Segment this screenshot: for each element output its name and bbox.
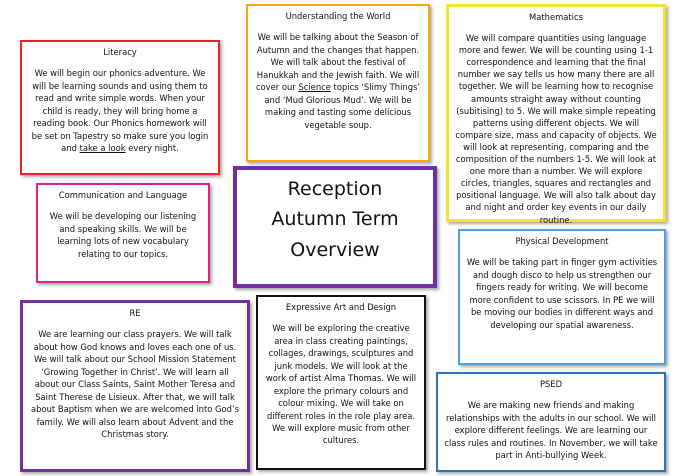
re-heading: RE [129, 308, 141, 318]
understanding-world-body: We will be talking about the Season of Autumn and the changes that happen. We will talk about the festival of Hanukkah and the Jewish faith. We will cover our Science topics ‘Slimy Things’ and ‘Mud Glorious Mud’. We will be making and tasting some delicious vegetable soup. [255, 32, 421, 130]
physical-development-heading: Physical Development [515, 236, 609, 246]
title-line-reception: Reception [287, 178, 383, 200]
literacy-box [20, 40, 220, 175]
expressive-art-box [256, 295, 426, 470]
mathematics-body: We will compare quantities using language more and fewer. We will be counting using 1-1 correspondence and learning that the final number we say tells us how many there are all together. We will be learning how to recognise amounts straight away without counting (subitising) to 5. We will make simple repeating patterns using different objects. We will compare size, mass and capacity of objects. We will look at representing, comparing and the composition of the numbers 1-5. We will look at one more than a number. We will explore circles, triangles, squares and rectangles and positional language. We will also talk about day and night and order key events in our daily routine. [455, 33, 657, 225]
literacy-heading: Literacy [103, 47, 137, 57]
physical-development-box [458, 229, 666, 365]
psed-body: We are making new friends and making relationships with the adults in our school. We will explore different feelings. We are learning our class rules and routines. In November, we will take part in Anti-bullying Week. [444, 400, 658, 461]
expressive-art-heading: Expressive Art and Design [285, 302, 397, 312]
psed-box [436, 372, 666, 472]
communication-language-heading: Communication and Language [58, 190, 188, 200]
re-body: We are learning our class prayers. We will talk about how God knows and loves each one of us. We will talk about our School Mission Statement ‘Growing Together in Christ’. We will learn all about our Class Saints, Saint Mother Teresa and Saint Therese de Lisieux. After that, we will talk about Baptism when we are welcomed into God’s family. We will also learn about Advent and the Christmas story. [31, 329, 239, 439]
physical-development-body: We will be taking part in finger gym activities and dough disco to help us strengthen our fingers ready for writing. We will become more confident to use scissors. In PE we will be moving our bodies in different ways and developing our spatial awareness. [466, 257, 658, 330]
title-box [233, 166, 437, 288]
title-line-overview: Overview [290, 238, 380, 261]
communication-language-body: We will be developing our listening and speaking skills. We will be learning lots of new vocabulary relating to our topics. [49, 211, 197, 259]
communication-language-box [36, 183, 210, 283]
psed-heading: PSED [539, 379, 563, 389]
understanding-world-box [246, 4, 430, 162]
literacy-body: We will begin our phonics adventure. We will be learning sounds and using them to read and write simple words. When your child is ready, they will bring home a reading book. Our Phonics homework will be set on Tapestry so make sure you login and take a look every night. [31, 68, 209, 154]
re-box [20, 300, 250, 472]
mathematics-heading: Mathematics [529, 12, 583, 22]
title-line-autumn-term: Autumn Term [271, 208, 399, 231]
mathematics-box [446, 4, 666, 225]
expressive-art-body: We will be exploring the creative area in class creating paintings, collages, drawings, sculptures and junk models. We will look at the work of artist Alma Thomas. We will explore the primary colours and colour mixing. We will take on different roles in the role play area. We will explore music from other cultures. [265, 323, 417, 446]
understanding-world-heading: Understanding the World [285, 11, 391, 21]
